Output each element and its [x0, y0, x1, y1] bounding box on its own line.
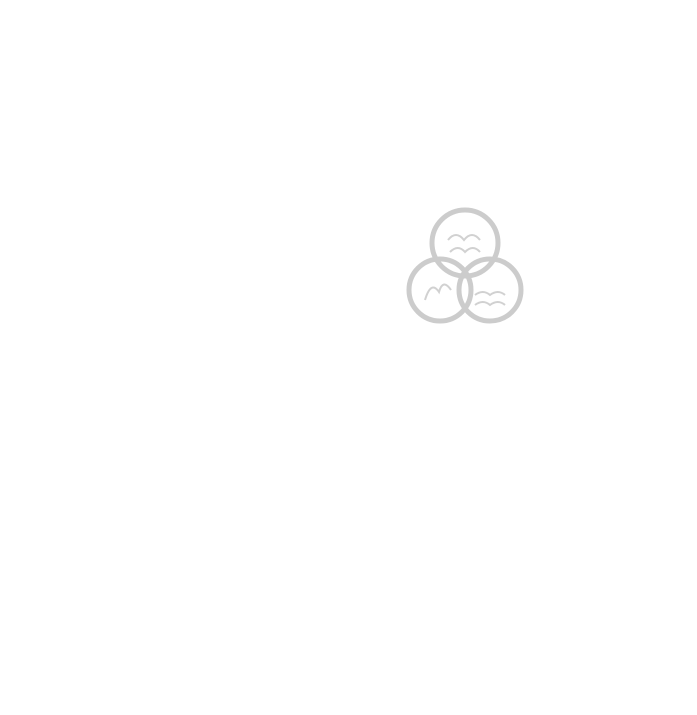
footer-watermark-strip	[0, 700, 697, 715]
mdeq-watermark-logo	[409, 210, 521, 321]
